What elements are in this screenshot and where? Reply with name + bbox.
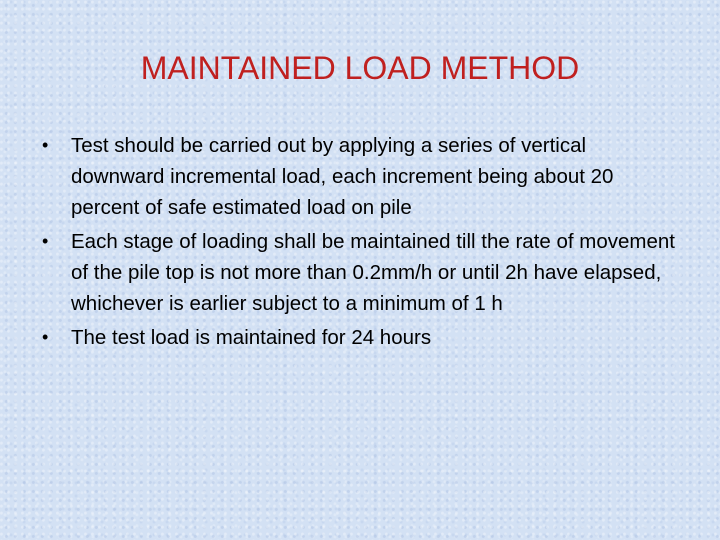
- bullet-item-2: [42, 226, 682, 319]
- bullet-text: Test should be carried out by applying a series of vertical downward incremental load, each increment being about 20 percent of safe estimated load on pile: [71, 134, 614, 219]
- bullet-dot-icon: •: [42, 327, 49, 347]
- bullet-item-3: [42, 322, 682, 353]
- bullet-text: The test load is maintained for 24 hours: [71, 326, 432, 349]
- bullet-list: [42, 130, 682, 353]
- bullet-text: Each stage of loading shall be maintained till the rate of movement of the pile top is not more than 0.2mm/h or until 2h have elapsed, whichever is earlier subject to a minimum of 1 h: [71, 230, 675, 315]
- bullet-dot-icon: •: [42, 231, 49, 251]
- bullet-dot-icon: •: [42, 135, 49, 155]
- bullet-item-1: [42, 130, 682, 223]
- slide-title: MAINTAINED LOAD METHOD: [140, 50, 580, 86]
